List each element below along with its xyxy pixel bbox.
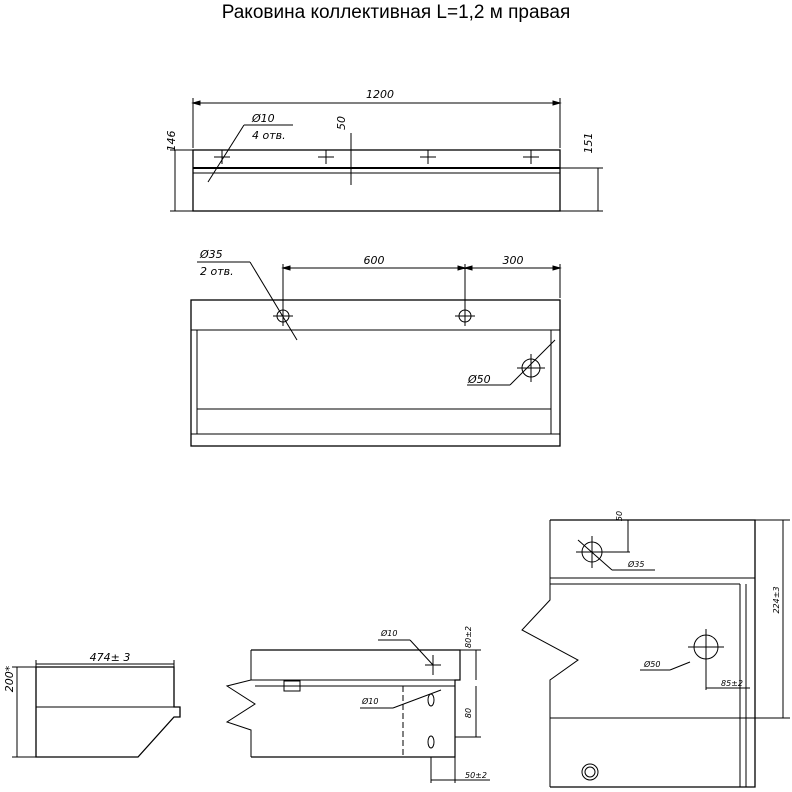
detail-d10-side-label: Ø10 [362, 697, 379, 706]
leader-d35 [250, 262, 297, 340]
corner-outlet [582, 764, 598, 780]
mount-hole-2 [318, 150, 334, 164]
dim-1200-label: 1200 [366, 88, 394, 101]
dim-300-label: 300 [502, 254, 524, 267]
top-view [170, 98, 603, 211]
leader-top [410, 640, 433, 665]
corner-view-outline [550, 520, 755, 787]
hole-count-label: 4 отв. [252, 129, 286, 142]
mount-hole-1 [214, 150, 230, 164]
detail-view [227, 640, 490, 783]
detail-hole-1 [428, 694, 434, 706]
dim-80-label: 80 [464, 707, 473, 719]
top-view-outline [193, 150, 560, 211]
corner-d50-label: Ø50 [644, 660, 661, 669]
leader-corner-d35 [578, 540, 612, 570]
mount-hole-4 [523, 150, 539, 164]
corner-view-break [522, 520, 578, 787]
detail-hole-2 [428, 736, 434, 748]
corner-85-label: 85±2 [721, 679, 743, 688]
leader-d50 [510, 340, 555, 385]
side-view [12, 660, 180, 757]
dim-50-bottom-label: 50±2 [465, 771, 487, 780]
dim-200-label: 200* [3, 665, 16, 693]
page-title: Раковина коллективная L=1,2 м правая [221, 2, 571, 23]
hole-d35-label: Ø35 [200, 248, 223, 261]
corner-d35-label: Ø35 [628, 560, 645, 569]
dim-50-label: 50 [335, 116, 348, 130]
drain-d50-label: Ø50 [468, 373, 491, 386]
detail-d10-top-label: Ø10 [381, 629, 398, 638]
corner-view [522, 520, 790, 787]
dim-146-label: 146 [165, 130, 178, 152]
front-view [191, 262, 560, 446]
mount-hole-3 [420, 150, 436, 164]
dim-151-label: 151 [582, 132, 595, 154]
corner-224-label: 224±3 [772, 586, 781, 614]
leader-corner-d50 [670, 662, 690, 670]
detail-view-break [227, 650, 255, 757]
dim-80-top-label: 80±2 [464, 626, 473, 648]
dim-474-label: 474± 3 [89, 651, 131, 664]
front-view-outline [191, 300, 560, 446]
side-view-outline [36, 667, 180, 757]
hole-count-2-label: 2 отв. [200, 265, 234, 278]
corner-50-label: 50 [615, 510, 624, 522]
hole-d10-label: Ø10 [252, 112, 275, 125]
dim-600-label: 600 [363, 254, 385, 267]
